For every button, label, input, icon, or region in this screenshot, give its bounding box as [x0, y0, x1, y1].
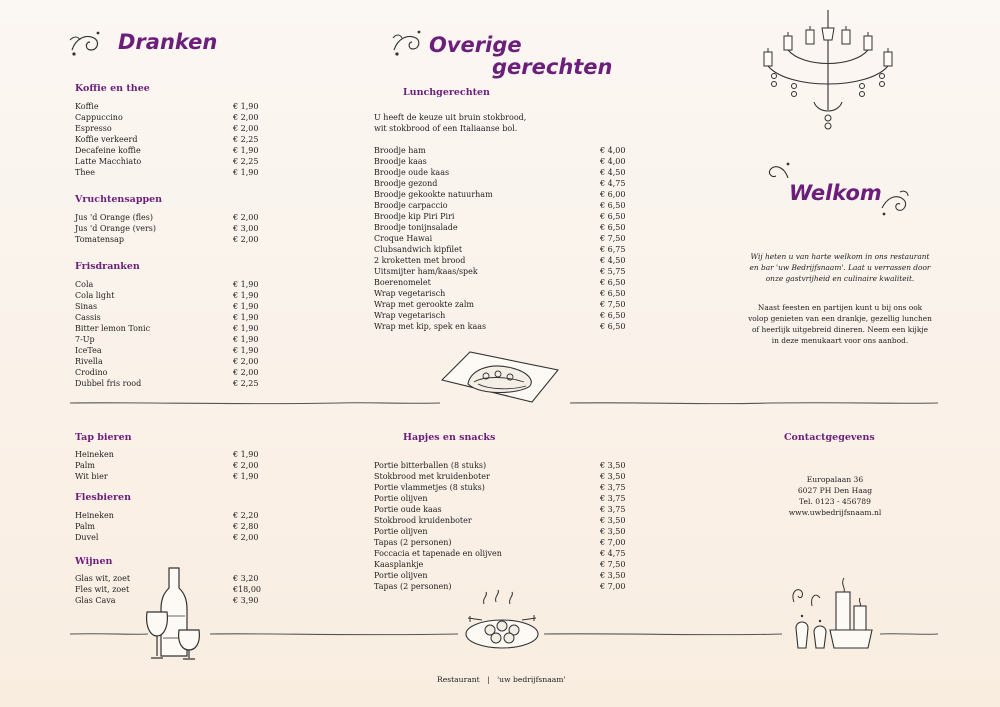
item-price: € 7,00 [600, 538, 626, 547]
menu-item [75, 112, 265, 123]
item-name: Portie olijven [374, 571, 428, 580]
item-name: Decafeine koffie [75, 146, 141, 155]
item-name: Koffie verkeerd [75, 135, 138, 144]
menu-item [374, 537, 634, 548]
item-price: € 2,80 [233, 522, 259, 531]
menu-item [75, 334, 265, 345]
item-name: Portie oude kaas [374, 505, 442, 514]
menu-item [75, 460, 265, 471]
menu-item [75, 123, 265, 134]
item-name: Boerenomelet [374, 278, 431, 287]
item-name: Foccacia et tapenade en olijven [374, 549, 502, 558]
section-tap-heading: Tap bieren [75, 432, 132, 443]
overige-title-line2: gerechten [492, 55, 613, 79]
footer-separator: | [487, 675, 490, 684]
menu-item [374, 255, 634, 266]
fris-list [75, 279, 265, 389]
footer-restaurant: Restaurant [437, 675, 480, 684]
koffie-list [75, 101, 265, 178]
section-sappen-heading: Vruchtensappen [75, 194, 163, 205]
item-name: Jus 'd Orange (vers) [75, 224, 156, 233]
item-price: € 1,90 [233, 472, 259, 481]
item-name: Glas Cava [75, 596, 116, 605]
menu-item [75, 156, 265, 167]
menu-item [374, 266, 634, 277]
item-name: Stokbrood met kruidenboter [374, 472, 490, 481]
item-price: € 2,25 [233, 157, 259, 166]
item-price: €18,00 [233, 585, 261, 594]
menu-item [75, 367, 265, 378]
item-price: € 1,90 [233, 291, 259, 300]
item-price: € 1,90 [233, 168, 259, 177]
item-name: Portie bitterballen (8 stuks) [374, 461, 487, 470]
item-name: Broodje ham [374, 146, 426, 155]
item-name: Palm [75, 461, 95, 470]
menu-item [374, 233, 634, 244]
section-fles-heading: Flesbieren [75, 492, 131, 503]
menu-item [75, 301, 265, 312]
menu-item [374, 559, 634, 570]
contact-phone: Tel. 0123 - 456789 [799, 497, 871, 506]
dranken-title: Dranken [118, 30, 218, 54]
sappen-list [75, 212, 265, 245]
menu-item [75, 532, 265, 543]
flourish-icon [766, 160, 792, 182]
divider-line-upper [70, 397, 940, 409]
item-price: € 7,00 [600, 582, 626, 591]
item-price: € 2,25 [233, 135, 259, 144]
item-name: Latte Macchiato [75, 157, 142, 166]
lunch-intro-line2: wit stokbrood of een Italiaanse bol. [374, 124, 518, 133]
item-price: € 3,00 [233, 224, 259, 233]
menu-item [374, 482, 634, 493]
item-price: € 6,50 [600, 289, 626, 298]
item-name: Stokbrood kruidenboter [374, 516, 472, 525]
section-fris-heading: Frisdranken [75, 261, 140, 272]
fles-list [75, 510, 265, 543]
section-lunch-heading: Lunchgerechten [403, 87, 490, 98]
item-price: € 4,50 [600, 168, 626, 177]
menu-item [75, 234, 265, 245]
flourish-icon [390, 28, 424, 58]
menu-item [75, 223, 265, 234]
item-name: Broodje gekookte natuurham [374, 190, 493, 199]
menu-item [374, 145, 634, 156]
item-price: € 3,50 [600, 461, 626, 470]
welkom-line: Naast feesten en partijen kunt u bij ons ook [757, 303, 923, 312]
item-name: Tapas (2 personen) [374, 582, 452, 591]
item-price: € 7,50 [600, 560, 626, 569]
item-price: € 3,75 [600, 494, 626, 503]
menu-item [374, 515, 634, 526]
item-price: € 7,50 [600, 300, 626, 309]
item-name: Fles wit, zoet [75, 585, 130, 594]
item-name: Uitsmijter ham/kaas/spek [374, 267, 478, 276]
item-price: € 3,50 [600, 571, 626, 580]
section-wijnen-heading: Wijnen [75, 556, 113, 567]
item-name: 7-Up [75, 335, 95, 344]
menu-item [75, 167, 265, 178]
menu-item [374, 460, 634, 471]
menu-item [75, 145, 265, 156]
item-price: € 6,75 [600, 245, 626, 254]
item-name: Cappuccino [75, 113, 123, 122]
menu-item [374, 178, 634, 189]
item-price: € 2,00 [233, 461, 259, 470]
item-price: € 2,00 [233, 533, 259, 542]
item-price: € 1,90 [233, 302, 259, 311]
contact-heading: Contactgegevens [784, 432, 875, 443]
menu-item [75, 356, 265, 367]
item-price: € 1,90 [233, 280, 259, 289]
flourish-icon [878, 188, 912, 218]
menu-item [75, 134, 265, 145]
menu-item [75, 510, 265, 521]
menu-item [374, 200, 634, 211]
item-price: € 6,50 [600, 322, 626, 331]
item-name: Broodje kaas [374, 157, 427, 166]
item-price: € 3,50 [600, 516, 626, 525]
menu-item [374, 211, 634, 222]
menu-item [374, 277, 634, 288]
item-price: € 3,75 [600, 483, 626, 492]
menu-item [374, 222, 634, 233]
item-price: € 2,00 [233, 124, 259, 133]
item-price: € 6,00 [600, 190, 626, 199]
menu-item [75, 471, 265, 482]
footer [437, 675, 566, 684]
menu-item [75, 312, 265, 323]
menu-item [374, 244, 634, 255]
item-name: IceTea [75, 346, 102, 355]
item-name: Portie vlammetjes (8 stuks) [374, 483, 485, 492]
item-name: Wrap met kip, spek en kaas [374, 322, 487, 331]
item-name: Heineken [75, 450, 114, 459]
menu-item [75, 212, 265, 223]
item-name: Tomatensap [75, 235, 124, 244]
welkom-title: Welkom [789, 181, 882, 205]
item-price: € 3,50 [600, 472, 626, 481]
chandelier-icon [758, 10, 898, 135]
item-price: € 4,50 [600, 256, 626, 265]
item-name: Crodino [75, 368, 108, 377]
item-name: Wrap vegetarisch [374, 311, 446, 320]
item-price: € 3,90 [233, 596, 259, 605]
divider-line-lower [70, 628, 940, 640]
welkom-line: onze gastvrijheid en culinaire kwaliteit. [765, 274, 915, 283]
menu-item [374, 167, 634, 178]
contact-website[interactable]: www.uwbedrijfsnaam.nl [788, 508, 882, 517]
item-name: Sinas [75, 302, 98, 311]
item-price: € 1,90 [233, 324, 259, 333]
item-name: Broodje kip Piri Piri [374, 212, 455, 221]
menu-item [374, 526, 634, 537]
item-name: Tapas (2 personen) [374, 538, 452, 547]
item-price: € 2,00 [233, 213, 259, 222]
item-price: € 6,50 [600, 201, 626, 210]
item-price: € 1,90 [233, 146, 259, 155]
item-price: € 7,50 [600, 234, 626, 243]
item-price: € 3,50 [600, 527, 626, 536]
menu-item [374, 471, 634, 482]
item-name: Thee [75, 168, 95, 177]
footer-business-name: 'uw bedrijfsnaam' [497, 675, 566, 684]
menu-item [75, 101, 265, 112]
welkom-line: en bar 'uw Bedrijfsnaam'. Laat u verrassen door [749, 263, 931, 272]
item-name: Palm [75, 522, 95, 531]
item-price: € 2,25 [233, 379, 259, 388]
item-name: Portie olijven [374, 527, 428, 536]
item-price: € 3,75 [600, 505, 626, 514]
menu-item [75, 521, 265, 532]
snack-plate-icon [462, 590, 542, 652]
hapjes-list [374, 460, 634, 592]
menu-item [374, 189, 634, 200]
item-price: € 3,20 [233, 574, 259, 583]
item-name: Croque Hawai [374, 234, 433, 243]
item-price: € 2,00 [233, 113, 259, 122]
menu-item [374, 493, 634, 504]
item-name: Wit bier [75, 472, 108, 481]
menu-item [374, 299, 634, 310]
item-name: Kaasplankje [374, 560, 424, 569]
item-price: € 4,00 [600, 146, 626, 155]
welkom-line: Wij heten u van harte welkom in ons restaurant [750, 252, 930, 261]
item-name: 2 kroketten met brood [374, 256, 466, 265]
menu-item [374, 548, 634, 559]
item-price: € 2,20 [233, 511, 259, 520]
item-price: € 1,90 [233, 346, 259, 355]
item-price: € 2,00 [233, 357, 259, 366]
wine-bottle-icon [143, 566, 213, 662]
item-name: Clubsandwich kipfilet [374, 245, 463, 254]
item-name: Wrap met gerookte zalm [374, 300, 474, 309]
contact-address: Europalaan 36 [806, 475, 864, 484]
item-name: Portie olijven [374, 494, 428, 503]
item-price: € 6,50 [600, 311, 626, 320]
flourish-icon [68, 28, 104, 58]
item-price: € 1,90 [233, 450, 259, 459]
item-price: € 1,90 [233, 102, 259, 111]
item-name: Jus 'd Orange (fles) [75, 213, 153, 222]
item-name: Glas wit, zoet [75, 574, 131, 583]
menu-item [75, 345, 265, 356]
welkom-line: of heerlijk uitgebreid dineren. Neem een kijkje [751, 325, 928, 334]
menu-item [75, 323, 265, 334]
item-price: € 1,90 [233, 335, 259, 344]
section-hapjes-heading: Hapjes en snacks [403, 432, 496, 443]
item-price: € 2,00 [233, 368, 259, 377]
tap-list [75, 449, 265, 482]
item-name: Broodje oude kaas [374, 168, 450, 177]
menu-item [374, 504, 634, 515]
item-name: Dubbel fris rood [75, 379, 142, 388]
lunch-list [374, 145, 634, 332]
candles-icon [790, 572, 882, 654]
item-name: Broodje carpaccio [374, 201, 448, 210]
welkom-paragraph-2 [735, 302, 945, 346]
item-price: € 4,75 [600, 549, 626, 558]
menu-item [75, 378, 265, 389]
menu-item [75, 279, 265, 290]
item-name: Cassis [75, 313, 101, 322]
item-name: Espresso [75, 124, 112, 133]
welkom-paragraph-1 [735, 251, 945, 284]
item-price: € 6,50 [600, 278, 626, 287]
menu-item [374, 570, 634, 581]
contact-city: 6027 PH Den Haag [797, 486, 873, 495]
item-name: Koffie [75, 102, 99, 111]
menu-item [374, 321, 634, 332]
item-price: € 4,00 [600, 157, 626, 166]
item-name: Duvel [75, 533, 99, 542]
item-price: € 6,50 [600, 223, 626, 232]
item-price: € 5,75 [600, 267, 626, 276]
item-name: Broodje tonijnsalade [374, 223, 458, 232]
item-price: € 6,50 [600, 212, 626, 221]
overige-title-line1: Overige [429, 33, 522, 57]
item-name: Rivella [75, 357, 103, 366]
menu-item [374, 156, 634, 167]
menu-item [374, 288, 634, 299]
item-name: Heineken [75, 511, 114, 520]
item-name: Cola light [75, 291, 115, 300]
menu-item [75, 449, 265, 460]
item-price: € 2,00 [233, 235, 259, 244]
menu-item [374, 310, 634, 321]
welkom-line: volop genieten van een drankje, gezellig lunchen [748, 314, 932, 323]
item-price: € 1,90 [233, 313, 259, 322]
contact-details [760, 474, 910, 518]
item-name: Bitter lemon Tonic [75, 324, 151, 333]
welkom-line: in deze menukaart voor ons aanbod. [771, 336, 909, 345]
item-price: € 4,75 [600, 179, 626, 188]
item-name: Cola [75, 280, 94, 289]
section-koffie-heading: Koffie en thee [75, 83, 150, 94]
menu-item [75, 290, 265, 301]
lunch-intro-line1: U heeft de keuze uit bruin stokbrood, [374, 113, 527, 122]
item-name: Broodje gezond [374, 179, 438, 188]
item-name: Wrap vegetarisch [374, 289, 446, 298]
